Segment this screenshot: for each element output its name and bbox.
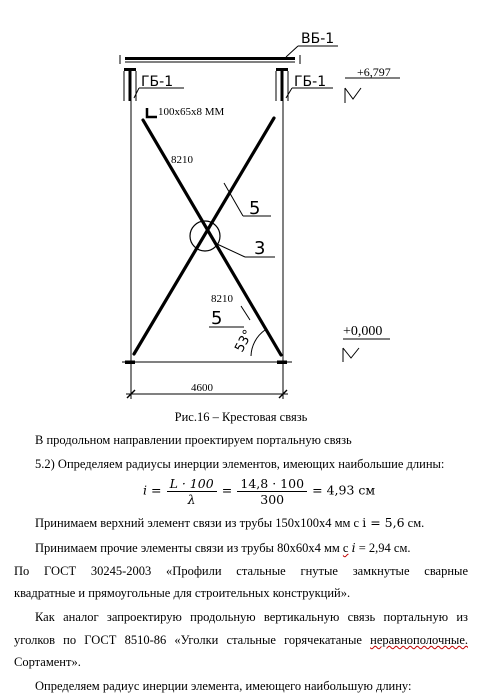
formula-num-2: 14,8 · 100 [237, 476, 307, 492]
other-elements-radius: = 2,94 см. [358, 541, 411, 555]
level-top-label: +6,797 [357, 65, 391, 79]
left-column-flange-top [124, 68, 136, 71]
mark5-lower-label: 5 [211, 308, 223, 329]
radius-formula [143, 476, 375, 507]
top-element-text: Принимаем верхний элемент связи из трубы 150х100х4 мм с [35, 516, 360, 530]
length-upper-label: 8210 [171, 154, 193, 166]
paragraph-analog-line1: Как аналог запроектирую продольную вертикальную связь портальную из [35, 610, 468, 624]
formula-num-1: L · 100 [167, 476, 217, 492]
gb1-right-leader [286, 88, 292, 98]
formula-fraction-1 [167, 476, 217, 507]
other-elements-i: i [351, 540, 356, 555]
length-lower-label: 8210 [211, 293, 233, 305]
mark5-lower-leader [241, 306, 250, 320]
right-column-flange-top [276, 68, 288, 71]
right-column-web [281, 71, 284, 101]
left-base-plate [125, 361, 135, 365]
top-element-radius: i = 5,6 [362, 515, 405, 530]
left-column-web [129, 71, 132, 101]
gb1-right-label: ГБ-1 [294, 74, 327, 90]
spellcheck-word-c[interactable]: с [342, 541, 349, 555]
right-base-plate [277, 361, 287, 365]
paragraph-top-element [35, 515, 468, 531]
paragraph-other-elements [35, 540, 468, 556]
vb1-leader [286, 46, 298, 57]
level-top-marker [345, 88, 361, 99]
node-mark-label: 3 [254, 238, 266, 259]
angle-label: 53° [232, 327, 257, 355]
formula-den-2: 300 [260, 492, 285, 507]
formula-result: = 4,93 см [312, 482, 376, 498]
vb1-label: ВБ-1 [301, 31, 335, 47]
formula-lhs: i = [143, 482, 162, 498]
spellcheck-word-neravnopolochnye[interactable]: неравнополочные. [370, 633, 468, 647]
angle-profile-icon [147, 108, 157, 117]
paragraph-analog-line3: Сортамент». [14, 655, 81, 669]
top-beam [125, 57, 295, 60]
paragraph-portal-bracing: В продольном направлении проектируем портальную связь [35, 433, 352, 447]
formula-fraction-2 [237, 476, 307, 507]
level-bottom-label: +0,000 [343, 324, 383, 339]
figure-caption: Рис.16 – Крестовая связь [174, 410, 308, 424]
angle-profile-label: 100х65х8 ММ [158, 106, 225, 118]
level-bottom-marker [343, 348, 359, 358]
span-label: 4600 [191, 382, 213, 394]
top-element-unit: см. [407, 516, 425, 530]
paragraph-gost-30245-line2: квадратные и прямоугольные для строительных конструкций». [14, 586, 351, 600]
analog-line2-text: уголков по ГОСТ 8510-86 «Уголки стальные горячекатаные [14, 633, 362, 647]
paragraph-max-length-radius: Определяем радиус инерции элемента, имеющего наибольшую длину: [35, 679, 412, 693]
other-elements-text: Принимаем прочие элементы связи из трубы 80х60х4 мм [35, 541, 340, 555]
gb1-left-label: ГБ-1 [141, 74, 174, 90]
paragraph-gost-30245-line1: По ГОСТ 30245-2003 «Профили стальные гнутые замкнутые сварные [14, 564, 468, 578]
formula-eq: = [221, 482, 233, 498]
mark5-upper-label: 5 [249, 198, 261, 219]
paragraph-analog-line2 [14, 632, 468, 648]
formula-den-1: λ [187, 492, 196, 507]
diagonal-brace-b [134, 118, 274, 354]
paragraph-radii-heading: 5.2) Определяем радиусы инерции элементов, имеющих наибольшие длины: [35, 457, 445, 471]
